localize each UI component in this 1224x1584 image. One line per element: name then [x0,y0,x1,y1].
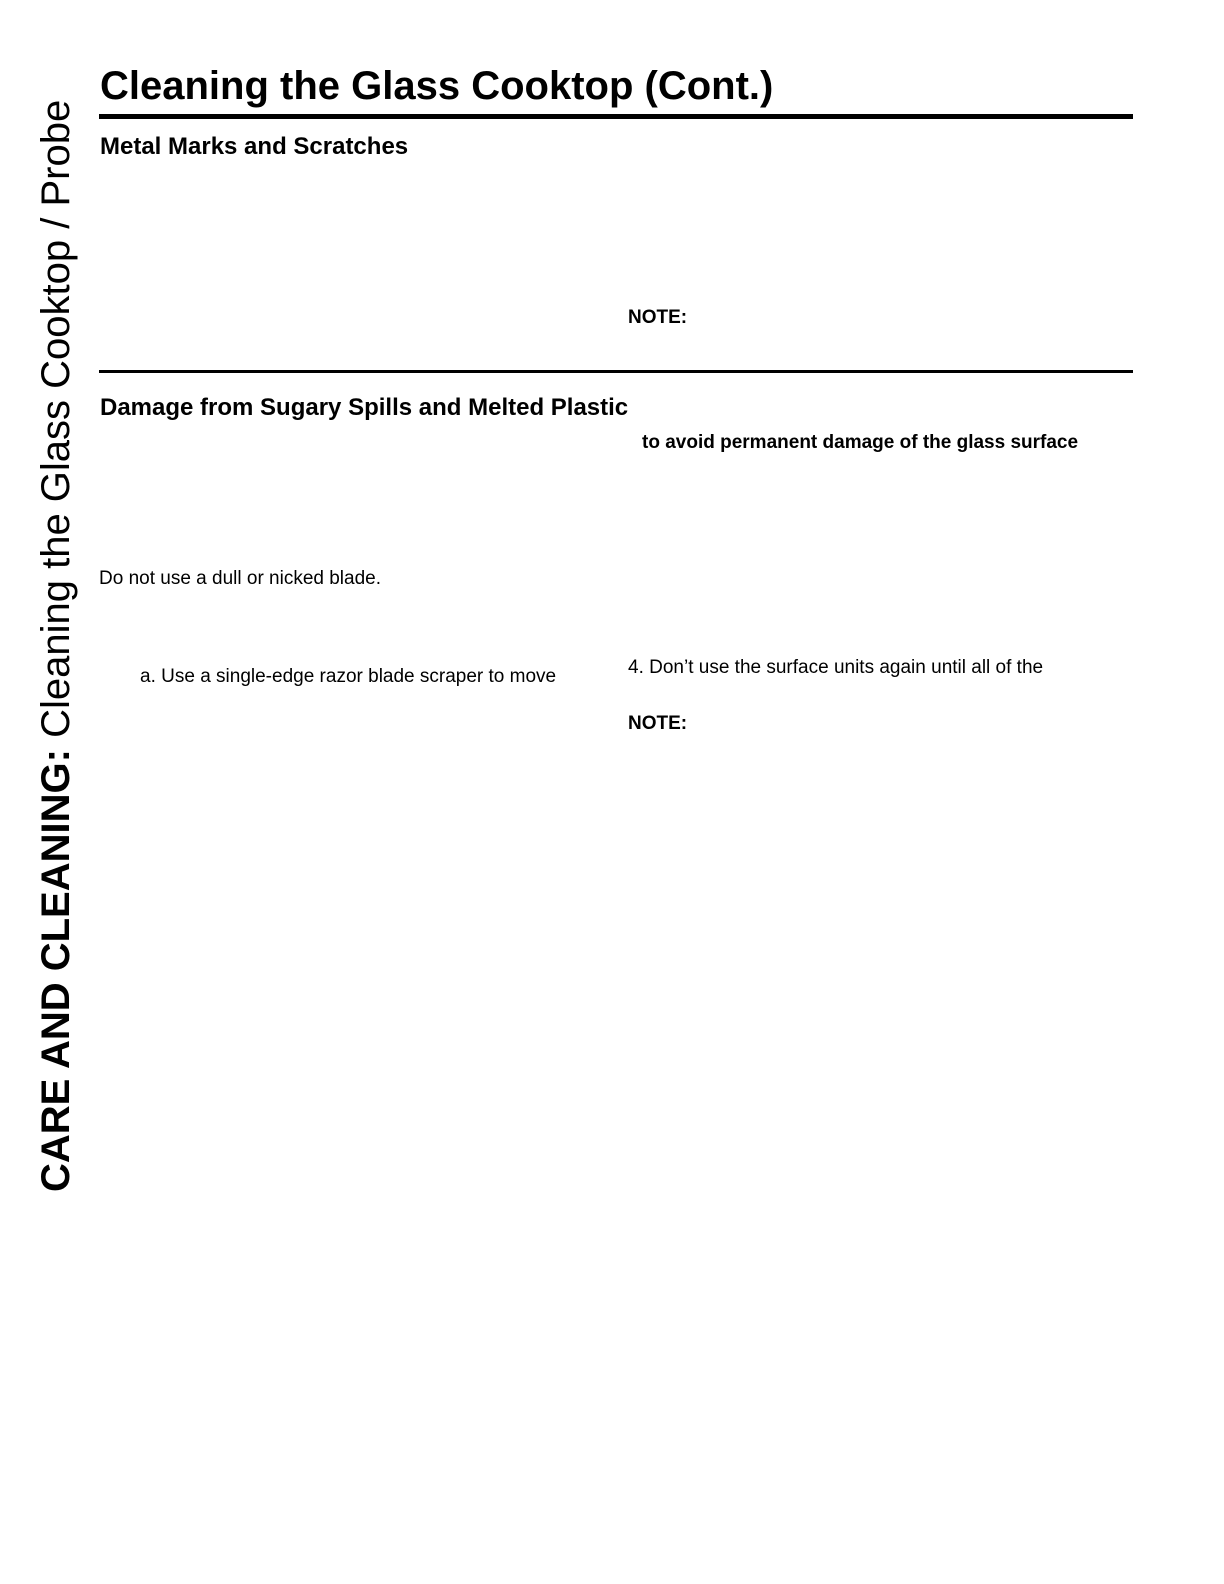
sugary-spills-note-label: NOTE: [628,713,688,734]
sugary-spills-heading: Damage from Sugary Spills and Melted Plastic [100,394,629,421]
metal-marks-note-label: NOTE: [628,307,688,328]
page-title: Cleaning the Glass Cooktop (Cont.) [100,64,774,108]
side-tab-section-label: CARE AND CLEANING: [34,749,78,1192]
side-tab-topic-label: Cleaning the Glass Cooktop / Probe [34,99,78,738]
metal-marks-heading: Metal Marks and Scratches [100,133,409,160]
sugary-spills-emphasis: to avoid permanent damage of the glass surface [642,432,1079,453]
section-divider [99,370,1133,373]
step-a-text: a. Use a single-edge razor blade scraper to move [140,666,557,687]
blade-warning-text: Do not use a dull or nicked blade. [99,568,382,589]
step-4-text: 4. Don’t use the surface units again until all of the [628,657,1044,678]
title-divider [99,114,1133,119]
section-side-tab [36,42,76,1192]
